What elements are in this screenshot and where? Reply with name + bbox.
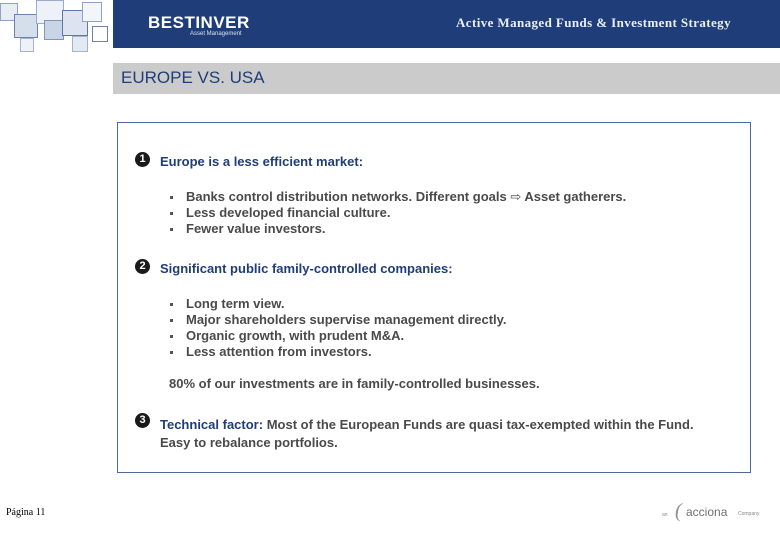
list-item: Less developed financial culture. [170,205,626,221]
page-number: Página 11 [6,507,46,518]
number-1-icon: 1 [135,152,150,167]
section-2-bullets [170,296,507,360]
title-bar [113,63,780,94]
section-3-heading: Technical factor: Most of the European Funds are quasi tax-exempted within the Fund. [160,417,694,432]
page-title: EUROPE VS. USA [121,68,265,87]
number-2-icon: 2 [135,259,150,274]
section-1-bullets [170,189,626,237]
decorative-squares [0,0,112,58]
acciona-mark-icon: ( [675,500,682,522]
logo-name: BESTINVER [148,13,250,32]
list-item: Fewer value investors. [170,221,626,237]
number-3-icon: 3 [135,413,150,428]
bestinver-logo [148,14,250,38]
section-2-heading: Significant public family-controlled companies: [160,261,453,276]
list-item: Long term view. [170,296,507,312]
hollow-right-arrow-icon: ⇨ [510,189,522,204]
list-item: Banks control distribution networks. Different goals ⇨ Asset gatherers. [170,189,626,205]
section-3-line-2: Easy to rebalance portfolios. [160,435,338,450]
family-businesses-statement: 80% of our investments are in family-controlled businesses. [169,376,540,391]
content-box [117,122,751,473]
acciona-logo: an ( acciona Company [662,500,760,522]
list-item: Major shareholders supervise management directly. [170,312,507,328]
logo-subtitle: Asset Management [190,31,242,37]
list-item: Organic growth, with prudent M&A. [170,328,507,344]
header-tagline: Active Managed Funds & Investment Strategy [456,15,731,30]
section-1-heading: Europe is a less efficient market: [160,154,364,169]
header-bar [113,0,780,48]
list-item: Less attention from investors. [170,344,507,360]
